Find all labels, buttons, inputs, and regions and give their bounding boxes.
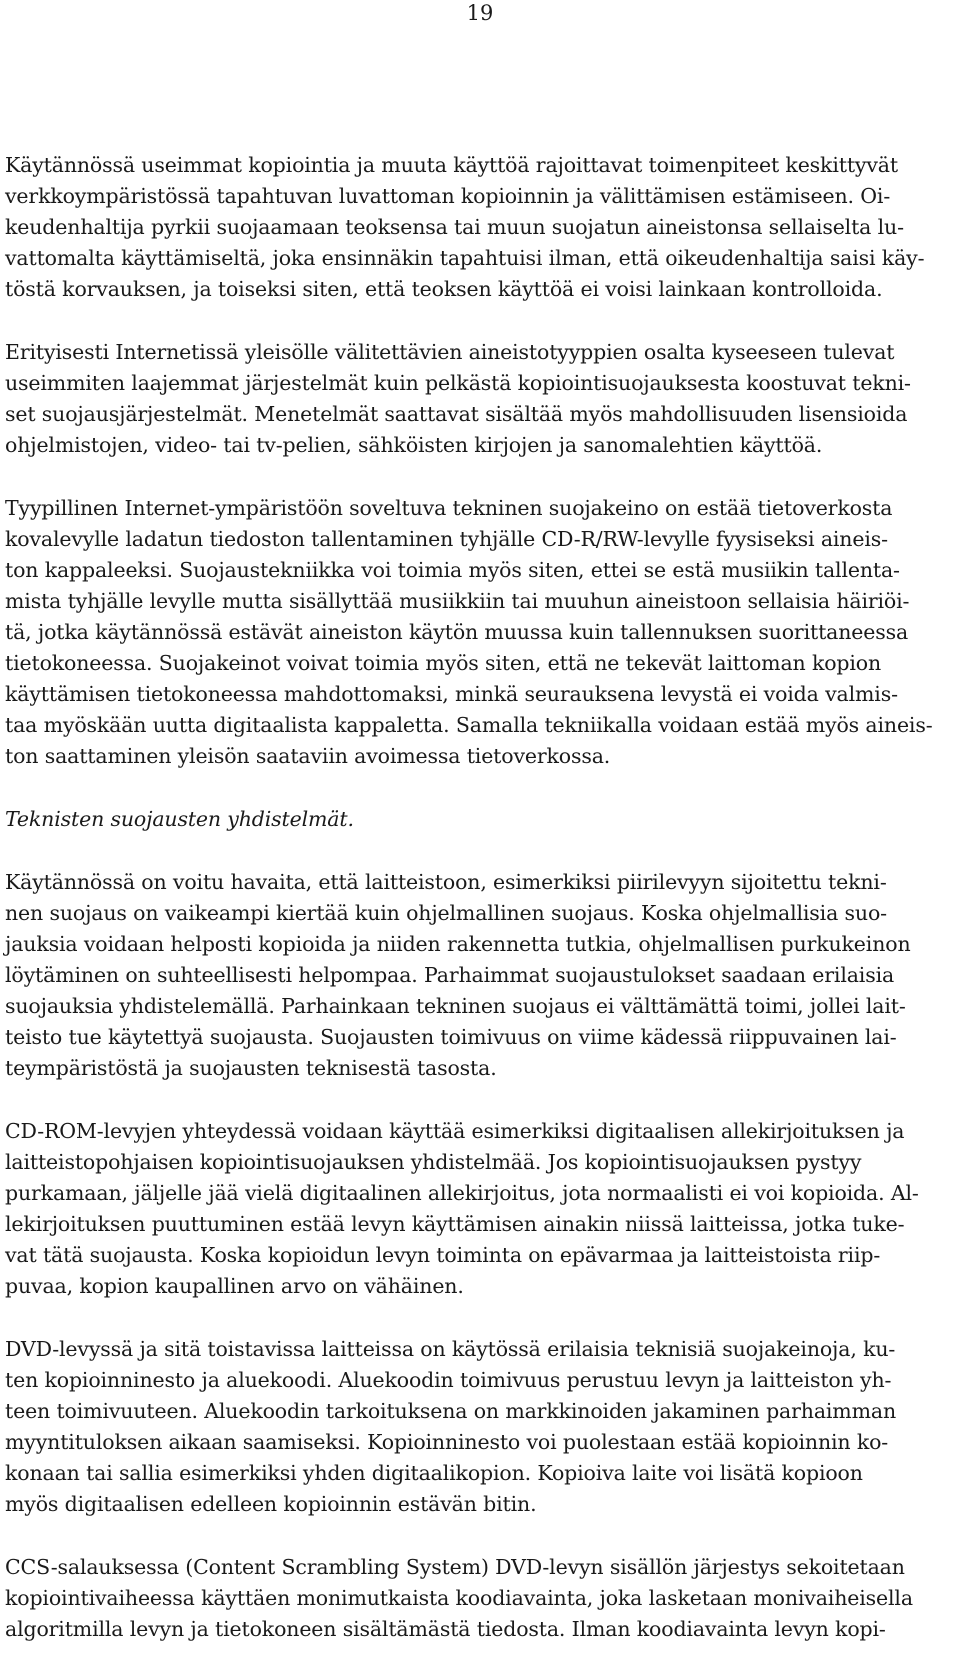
text-line: mista tyhjälle levylle mutta sisällyttää musiikkiin tai muuhun aineistoon sellaisia häiriöi- <box>5 589 910 613</box>
text-line: set suojausjärjestelmät. Menetelmät saattavat sisältää myös mahdollisuuden lisensioida <box>5 402 908 426</box>
page-number: 19 <box>466 1 494 25</box>
text-line: Käytännössä useimmat kopiointia ja muuta käyttöä rajoittavat toimenpiteet keskittyvät <box>5 153 898 177</box>
section-heading: Teknisten suojausten yhdistelmät. <box>5 807 354 831</box>
text-line: ton saattaminen yleisön saataviin avoimessa tietoverkossa. <box>5 744 611 768</box>
text-line: vat tätä suojausta. Koska kopioidun levyn toiminta on epävarmaa ja laitteistoista riip- <box>5 1243 881 1267</box>
text-line: suojauksia yhdistelemällä. Parhainkaan tekninen suojaus ei välttämättä toimi, jollei lait- <box>5 994 906 1018</box>
text-line: taa myöskään uutta digitaalista kappaletta. Samalla tekniikalla voidaan estää myös aineis- <box>5 713 933 737</box>
text-line: vattomalta käyttämiseltä, joka ensinnäkin tapahtuisi ilman, että oikeudenhaltija saisi käy- <box>5 246 925 270</box>
text-line: CCS-salauksessa (Content Scrambling System) DVD-levyn sisällön järjestys sekoitetaan <box>5 1555 905 1579</box>
text-line: DVD-levyssä ja sitä toistavissa laitteissa on käytössä erilaisia teknisiä suojakeinoja, ku- <box>5 1337 896 1361</box>
paragraph <box>5 1116 953 1302</box>
text-line: kopiointivaiheessa käyttäen monimutkaista koodiavainta, joka lasketaan monivaiheisella <box>5 1586 913 1610</box>
text-line: myyntituloksen aikaan saamiseksi. Kopioinninesto voi puolestaan estää kopioinnin ko- <box>5 1430 889 1454</box>
text-line: Erityisesti Internetissä yleisölle välitettävien aineistotyyppien osalta kyseeseen tulevat <box>5 340 895 364</box>
paragraph <box>5 1552 953 1645</box>
text-line: useimmiten laajemmat järjestelmät kuin pelkästä kopiointisuojauksesta koostuvat tekni- <box>5 371 911 395</box>
text-line: ten kopioinninesto ja aluekoodi. Aluekoodin toimivuus perustuu levyn ja laitteiston yh- <box>5 1368 892 1392</box>
text-line: nen suojaus on vaikeampi kiertää kuin ohjelmallinen suojaus. Koska ohjelmallisia suo- <box>5 901 887 925</box>
text-line: teisto tue käytettyä suojausta. Suojausten toimivuus on viime kädessä riippuvainen lai- <box>5 1025 897 1049</box>
text-line: teympäristöstä ja suojausten teknisestä tasosta. <box>5 1056 497 1080</box>
text-line: algoritmilla levyn ja tietokoneen sisältämästä tiedosta. Ilman koodiavainta levyn kopi- <box>5 1617 886 1641</box>
text-line: töstä korvauksen, ja toiseksi siten, että teoksen käyttöä ei voisi lainkaan kontrolloida. <box>5 277 883 301</box>
text-line: keudenhaltija pyrkii suojaamaan teoksensa tai muun suojatun aineistonsa sellaiselta lu- <box>5 215 904 239</box>
text-line: verkkoympäristössä tapahtuvan luvattoman kopioinnin ja välittämisen estämiseen. Oi- <box>5 184 891 208</box>
text-line: Tyypillinen Internet-ympäristöön soveltuva tekninen suojakeino on estää tietoverkosta <box>5 496 893 520</box>
text-line: ton kappaleeksi. Suojaustekniikka voi toimia myös siten, ettei se estä musiikin tallenta- <box>5 558 900 582</box>
text-line: CD-ROM-levyjen yhteydessä voidaan käyttää esimerkiksi digitaalisen allekirjoituksen ja <box>5 1119 905 1143</box>
text-line: jauksia voidaan helposti kopioida ja niiden rakennetta tutkia, ohjelmallisen purkukeinon <box>5 932 911 956</box>
text-line: purkamaan, jäljelle jää vielä digitaalinen allekirjoitus, jota normaalisti ei voi kopioida. Al- <box>5 1181 919 1205</box>
text-line: Käytännössä on voitu havaita, että laitteistoon, esimerkiksi piirilevyyn sijoitettu tekni- <box>5 870 887 894</box>
paragraph <box>5 150 953 305</box>
text-line: käyttämisen tietokoneessa mahdottomaksi, minkä seurauksena levystä ei voida valmis- <box>5 682 898 706</box>
text-line: tä, jotka käytännössä estävät aineiston käytön muussa kuin tallennuksen suorittaneessa <box>5 620 909 644</box>
paragraph <box>5 493 953 772</box>
text-line: teen toimivuuteen. Aluekoodin tarkoituksena on markkinoiden jakaminen parhaimman <box>5 1399 897 1423</box>
text-line: puvaa, kopion kaupallinen arvo on vähäinen. <box>5 1274 464 1298</box>
paragraph <box>5 867 953 1084</box>
text-line: laitteistopohjaisen kopiointisuojauksen yhdistelmää. Jos kopiointisuojauksen pystyy <box>5 1150 862 1174</box>
text-line: ohjelmistojen, video- tai tv-pelien, sähköisten kirjojen ja sanomalehtien käyttöä. <box>5 433 823 457</box>
paragraph <box>5 337 953 461</box>
text-line: myös digitaalisen edelleen kopioinnin estävän bitin. <box>5 1492 537 1516</box>
text-line: konaan tai sallia esimerkiksi yhden digitaalikopion. Kopioiva laite voi lisätä kopioon <box>5 1461 863 1485</box>
text-line: tietokoneessa. Suojakeinot voivat toimia myös siten, että ne tekevät laittoman kopion <box>5 651 882 675</box>
text-line: löytäminen on suhteellisesti helpompaa. Parhaimmat suojaustulokset saadaan erilaisia <box>5 963 895 987</box>
paragraph <box>5 1334 953 1520</box>
document-body <box>5 150 953 1645</box>
text-line: lekirjoituksen puuttuminen estää levyn käyttämisen ainakin niissä laitteissa, jotka tuke- <box>5 1212 905 1236</box>
text-line: kovalevylle ladatun tiedoston tallentaminen tyhjälle CD-R/RW-levylle fyysiseksi aineis- <box>5 527 888 551</box>
